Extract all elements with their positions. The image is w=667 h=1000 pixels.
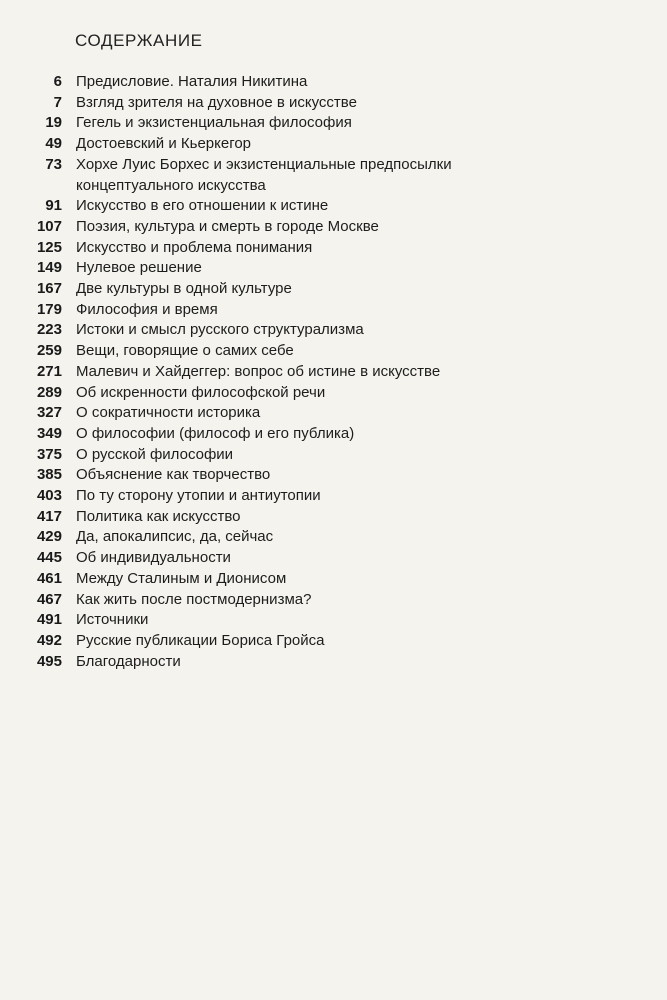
- toc-entry: [0, 113, 667, 134]
- toc-entry-title: Между Сталиным и Дионисом: [76, 569, 287, 587]
- toc-entry: [0, 527, 667, 548]
- toc-entry-page-number: 403: [36, 487, 62, 505]
- toc-entry-title: Гегель и экзистенциальная философия: [76, 114, 352, 132]
- toc-entry-title: О русской философии: [76, 445, 234, 463]
- toc-entry-title: Благодарности: [76, 652, 181, 670]
- toc-entry-page-number: 417: [36, 507, 62, 525]
- toc-entry-title: Объяснение как творчество: [76, 466, 271, 484]
- toc-entry-page-number: 7: [53, 93, 62, 111]
- toc-entry-title: Источники: [76, 611, 149, 629]
- toc-entry-title: Вещи, говорящие о самих себе: [76, 342, 294, 360]
- toc-entry: [0, 590, 667, 611]
- toc-entry-page-number: 73: [45, 155, 62, 173]
- toc-entry-title: Предисловие. Наталия Никитина: [76, 73, 308, 90]
- toc-entry: [0, 403, 667, 424]
- toc-entry-title: Достоевский и Кьеркегор: [76, 135, 252, 153]
- toc-entry: [0, 238, 667, 259]
- toc-entry-title: Искусство в его отношении к истине: [76, 197, 329, 215]
- toc-entry-page-number: 445: [36, 549, 62, 567]
- toc-entry-page-number: 19: [45, 114, 62, 132]
- toc-entry: [0, 155, 667, 196]
- toc-entry: [0, 569, 667, 590]
- toc-entry: [0, 279, 667, 300]
- toc-entry-page-number: 167: [36, 280, 62, 298]
- toc-entry-title: Хорхе Луис Борхес и экзистенциальные предпосылки концептуального искусства: [76, 155, 452, 194]
- toc-entry-title: Русские публикации Бориса Гройса: [76, 631, 325, 649]
- toc-entry-title: Искусство и проблема понимания: [76, 238, 313, 256]
- toc-entry-page-number: 49: [45, 135, 62, 153]
- toc-entry: [0, 383, 667, 404]
- toc-entry: [0, 341, 667, 362]
- toc-entry-title: Малевич и Хайдеггер: вопрос об истине в искусстве: [76, 362, 441, 380]
- toc-title: СОДЕРЖАНИЕ: [75, 31, 203, 50]
- toc-entry: [0, 548, 667, 569]
- toc-entry-title: Политика как искусство: [76, 507, 241, 525]
- toc-entry-page-number: 107: [36, 217, 62, 235]
- toc-entry-title: О сократичности историка: [76, 404, 261, 422]
- toc-entry-title: Об искренности философской речи: [76, 383, 326, 401]
- toc-entry-title: Философия и время: [76, 300, 218, 318]
- toc-entry: [0, 300, 667, 321]
- toc-entry: [0, 93, 667, 114]
- toc-entry: [0, 362, 667, 383]
- toc-entry: [0, 610, 667, 631]
- toc-entry: [0, 486, 667, 507]
- toc-entry-page-number: 495: [36, 652, 62, 670]
- toc-entry: [0, 631, 667, 652]
- toc-entry-title: Поэзия, культура и смерть в городе Москве: [76, 217, 379, 235]
- toc-entry-page-number: 327: [36, 404, 62, 422]
- toc-entry-page-number: 125: [36, 238, 62, 256]
- toc-entry-page-number: 385: [36, 466, 62, 484]
- toc-entry-page-number: 289: [36, 383, 62, 401]
- toc-entry: [0, 445, 667, 466]
- toc-entry: [0, 320, 667, 341]
- toc-entry: [0, 258, 667, 279]
- toc-entry-title: Взгляд зрителя на духовное в искусстве: [76, 93, 357, 111]
- toc-entry-page-number: 149: [36, 259, 62, 277]
- toc-entry-page-number: 91: [45, 197, 62, 215]
- toc-entry: [0, 196, 667, 217]
- toc-entry-title: Об индивидуальности: [76, 549, 231, 567]
- toc-entry-page-number: 179: [36, 300, 62, 318]
- toc-list: [0, 72, 667, 672]
- toc-entry: [0, 134, 667, 155]
- toc-entry-page-number: 259: [36, 342, 62, 360]
- toc-entry-title: Истоки и смысл русского структурализма: [76, 321, 364, 339]
- toc-entry-page-number: 6: [53, 73, 62, 90]
- toc-entry-title: Как жить после постмодернизма?: [76, 590, 312, 608]
- toc-entry-page-number: 491: [36, 611, 62, 629]
- toc-entry: [0, 424, 667, 445]
- toc-entry: [0, 465, 667, 486]
- toc-entry: [0, 217, 667, 238]
- toc-entry-page-number: 467: [36, 590, 62, 608]
- toc-entry-page-number: 375: [36, 445, 62, 463]
- toc-entry-page-number: 223: [36, 321, 62, 339]
- toc-entry-title: Нулевое решение: [76, 259, 202, 277]
- toc-entry-title: По ту сторону утопии и антиутопии: [76, 487, 321, 505]
- toc-entry-page-number: 429: [36, 528, 62, 546]
- toc-entry-title: Две культуры в одной культуре: [76, 280, 292, 298]
- toc-entry-title: Да, апокалипсис, да, сейчас: [76, 528, 274, 546]
- toc-entry: [0, 72, 667, 93]
- toc-entry-title: О философии (философ и его публика): [76, 424, 355, 442]
- toc-entry-page-number: 271: [36, 362, 62, 380]
- toc-entry-page-number: 349: [36, 424, 62, 442]
- toc-entry: [0, 507, 667, 528]
- toc-entry-page-number: 492: [36, 631, 62, 649]
- toc-entry: [0, 652, 667, 673]
- toc-entry-page-number: 461: [36, 569, 62, 587]
